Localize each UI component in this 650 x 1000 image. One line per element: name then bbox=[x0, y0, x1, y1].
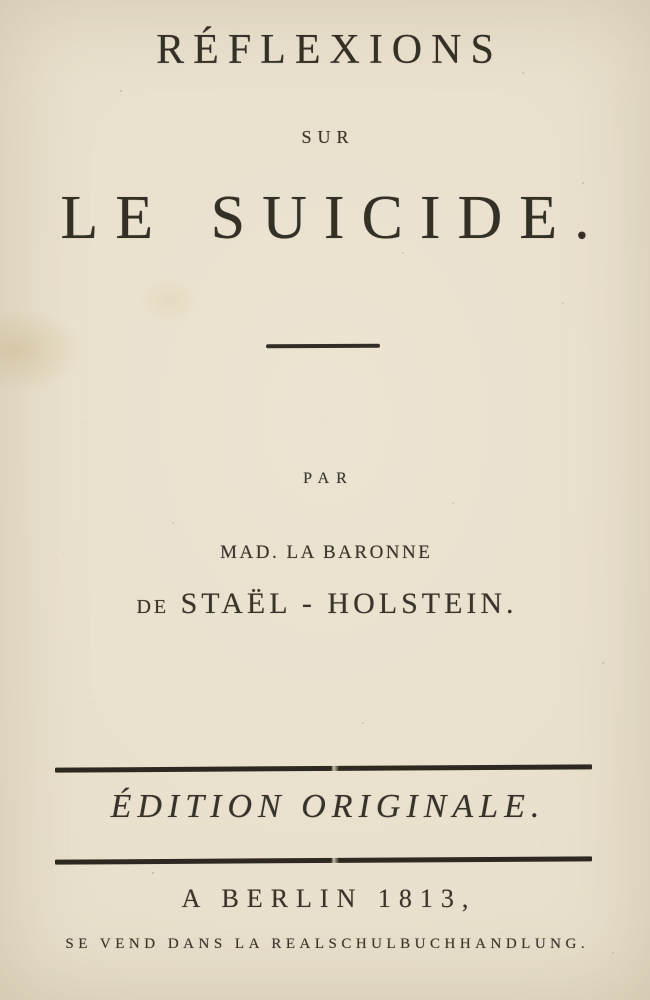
lower-thick-rule bbox=[55, 856, 592, 864]
book-title-line-3: LE SUICIDE. bbox=[60, 184, 607, 252]
author-honorific: MAD. LA BARONNE bbox=[220, 542, 433, 563]
short-divider-rule bbox=[266, 344, 380, 349]
byline-par: PAR bbox=[303, 470, 354, 487]
author-surname: STAËL - HOLSTEIN. bbox=[180, 587, 518, 620]
paper-speckle-texture bbox=[0, 0, 2, 2]
book-title-line-1: RÉFLEXIONS bbox=[156, 27, 503, 73]
upper-thick-rule bbox=[55, 764, 592, 772]
imprint-place-year: A BERLIN 1813, bbox=[181, 884, 477, 913]
edition-statement: ÉDITION ORIGINALE. bbox=[110, 788, 546, 825]
author-name bbox=[0, 586, 650, 622]
book-title-line-2: SUR bbox=[301, 127, 355, 147]
imprint-bookseller: SE VEND DANS LA REALSCHULBUCHHANDLUNG. bbox=[65, 936, 590, 952]
author-name-prefix: DE bbox=[136, 596, 170, 618]
